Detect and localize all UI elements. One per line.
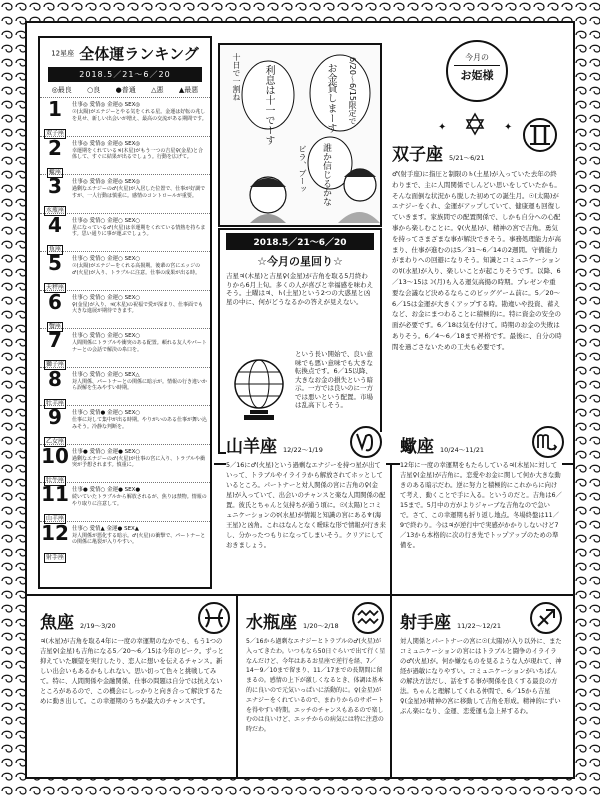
ranking-position: [40, 252, 70, 290]
ranking-body: [70, 445, 210, 483]
sign-name: 水瓶座: [246, 613, 297, 633]
ranking-legend: [44, 85, 206, 95]
ranking-subtitle: 12星座: [51, 49, 75, 58]
rank-number: 4: [48, 212, 62, 237]
rank-sign-label: 牡牛座: [45, 476, 64, 484]
ranking-body: [70, 214, 210, 252]
speech-balloon: お金貸しまーす: [325, 63, 336, 133]
star-of-david-icon: [430, 112, 520, 142]
svg-text:✦: ✦: [438, 122, 447, 133]
ranking-position: [40, 329, 70, 367]
sign-text: ♃(木星)が吉角を取る4年に一度の幸運期のなかでも、もう1つの吉星♀(金星)も吉角になる5／20〜6／15は今年のピーク。ずっと抑えていた願望を実行したり、恋人に想いを伝えるチャンス。新しい出会いもあるかもしれない。思い切って色々と挑戦してみて。特に、人間関係や金融関係、仕事の問題は自分では抗えないところがあるので、この機会にしっかりと向き合って解決するために動き出して。この幸運期のうちが最大のチャンスです。: [40, 638, 224, 705]
rank-sign-label: 乙女座: [45, 438, 64, 445]
sign-dates: 10/24〜11/21: [440, 446, 484, 454]
section-divider: [390, 463, 392, 778]
rank-fortune-marks: 仕事○ 愛情○ 金運○ SEX△: [72, 371, 140, 378]
sign-name: 魚座: [40, 613, 74, 633]
ranking-row: [40, 444, 210, 483]
ranking-body: [70, 98, 210, 136]
rank-number: 9: [48, 405, 62, 429]
rank-comment: 人間関係にトラブルや衝突のある配置。頼れる友人やパートナーとの会話で解決の糸口を。: [72, 340, 207, 353]
rank-sign-label: 牡羊座: [45, 399, 64, 407]
ranking-position: [40, 368, 70, 406]
ranking-row: [40, 251, 210, 290]
rank-sign-label: 双子座: [45, 130, 64, 137]
monthly-stars-box: [218, 228, 382, 454]
speech-balloon: 利息は十一でーす: [263, 65, 274, 145]
ranking-body: [70, 291, 210, 329]
stars-lead-text: 吉星♃(木星)と吉星♀(金星)が吉角を取る5月終わりから6月上旬。多くの人が喜びと幸福感を味わえそう。土曜は♃、♄(土星)という2つの大惑星と凶星の中に、何がどうなるかの答えが見えない。: [226, 272, 374, 306]
rank-fortune-marks: 仕事● 愛情○ 金運● SEX●: [72, 487, 141, 493]
rank-sign-label: 山羊座: [45, 515, 64, 522]
ranking-position: [40, 445, 70, 483]
sign-dates: 1/20〜2/18: [303, 622, 339, 630]
rank-sign-label: 水瓶座: [45, 207, 64, 214]
legend-item: ○良: [87, 86, 101, 94]
ranking-body: [70, 175, 210, 213]
rank-comment: ☉(太陽)がエナジーをくれる高揚期。後輩の宮にエッジの♂(火星)が入り、トラブルに注意。仕事の成果が出る時。: [72, 263, 201, 276]
ranking-list: [40, 97, 210, 559]
rank-comment: 星になっている♂(火星)は幸運期をくれている情熱を持ちます。思い通りに事が運ぶでしょう。: [72, 224, 206, 237]
badge-line2: お姫様: [454, 65, 500, 83]
rank-sign-label: 魚座: [48, 245, 61, 253]
section-divider: [26, 594, 574, 596]
ranking-position: [40, 214, 70, 252]
rank-fortune-marks: 仕事○ 愛情● 金運○ SEX○: [72, 410, 141, 416]
sagittarius-symbol-icon: [528, 600, 564, 636]
sign-text: ♂(射手座)に指圧と制限の♄(土星)が入っていた去年の終わりまで、主に人間関係でしんどい思いをしていたかも。そんな面倒な状況から脱した初めての誕生月。☉(太陽)がエナジーをくれ、金運がアップしていて、健康運も回復していきます。家族間での配置関係で、しかも自分への心配事から楽しむことに。♀(火星)が、精神の宮で吉角。勇気を持ってさまざまな事が解決できそう。事務処理能力が高まり、仕事が進むのは5／31〜6／14の2週間。守備能力がまわりへの回避になりそう。知識とコミュニケーションの☿(水星)が入り、楽しいことが起こりそうです。以降、6／13〜15は☽(月)も入る運気高揚の時期。プレゼンや重要な会議など決めるならこのビッグゲーム前に。5／20〜6／15は金運が大きくアップする時。勘違いや投資、蓄えなど、お金にまつわることに積極的に。特に資金の安全の面が必要です。6／18は気を付けて。時期のお金の失敗はありそう。6／4〜6／18まで昇格です。最後に、自分の時間を過ごさないための工夫も必要です。: [392, 170, 562, 351]
ranking-body: [70, 137, 210, 175]
ranking-body: [70, 368, 210, 406]
rank-fortune-marks: 仕事○ 愛情○ 金運○ SEX○: [72, 294, 141, 301]
comic-panel: [218, 43, 382, 227]
sign-name: 射手座: [400, 613, 451, 633]
legend-item: ●普通: [115, 86, 136, 94]
rank-fortune-marks: 仕事○ 愛情▲ 金運● SEX▲: [72, 525, 140, 532]
ranking-row: [40, 367, 210, 406]
rank-fortune-marks: 仕事● 愛情○ 金運● SEX○: [72, 448, 141, 455]
ranking-row: [40, 521, 210, 560]
ranking-header: [40, 38, 210, 64]
rank-fortune-marks: 仕事◎ 愛情◎ 金運◎ SEX◎: [72, 102, 141, 108]
ranking-body: [70, 252, 210, 290]
speech-balloon: 6/20〜6/15限定で: [348, 57, 357, 125]
sign-text: 12年に一度の幸運期をもたらしている♃(木星)に対して吉星♀(金星)が吉角に。恋愛やお金に関して何か大きな動きのある暗示だわ。逆に努力と積極的にこれからに向けて考え、動くことで手に入る。というのだと。吉角は6／15まで。5月中の方がよりジャーブな吉角なので急いで。さて、この幸運期も折り返し地点。冬場終盤は11／9で終わり。今は♃が逆行中で実感がかかりしないけど7／13から本格的に次の行き先でトップアップのための準備を。: [400, 462, 562, 549]
rank-fortune-marks: 仕事○ 愛情○ 金運○ SEX○: [72, 256, 141, 262]
rank-comment: ♀(金星)が入り、♃(木星)の祝福で愛が深まり、仕事面でも大きな進展が期待できます。: [72, 301, 203, 314]
ranking-position: [40, 291, 70, 329]
legend-item: ▲最悪: [178, 86, 199, 94]
ranking-title: 全体運ランキング: [79, 45, 199, 63]
svg-text:✦: ✦: [504, 122, 513, 133]
rank-number: 7: [48, 328, 62, 352]
ranking-position: [40, 522, 70, 560]
ranking-row: [40, 174, 210, 213]
rank-number: 6: [48, 289, 62, 314]
stars-title: ☆今月の星回り☆: [257, 255, 343, 268]
ranking-row: [40, 290, 210, 329]
rank-number: 10: [41, 443, 69, 468]
ranking-position: [40, 98, 70, 136]
ranking-panel: [38, 36, 212, 589]
princess-badge: [446, 40, 508, 102]
sign-text: 5／16から過剰なエナジーとトラブルの♂(火星)が入ってきたわ。いつもなら50日ぐらいで出て行く星なんだけど、今年はあるお星座で逆行を経、7／14〜9／10まで留まり、11／17までの長期間に留まるの。感情の上下が激しくなるとき、体調は基本的に良いので元気いっぱいに活動的に。♀(金星)がエナジーをくれているので、まわりからのサポートを得やすい時期。エッチのチャンスもあるので楽しむのは良いけど、エッチからの病気には特に注意の時だわ。: [246, 638, 386, 734]
rank-number: 2: [48, 135, 62, 160]
ranking-row: [40, 482, 210, 521]
rank-sign-label: 蟹座: [48, 322, 61, 330]
sound-effect: ビラ、ブーッ: [298, 145, 307, 193]
sign-name: 蠍座: [400, 437, 434, 457]
rank-comment: 対人関係、パートナーとの関係に暗示が。情報の行き違いから誤解を生みやすい時期。: [72, 378, 208, 391]
legend-item: △悪: [151, 86, 164, 94]
ranking-position: [40, 406, 70, 444]
speech-balloon: 十日で一割ね: [232, 53, 241, 101]
rank-number: 5: [48, 251, 62, 275]
rank-comment: 対人関係が悪化する暗示。♂(火星)の衝撃で、パートナーとの関係に亀裂が入りやすい。: [72, 532, 206, 545]
ranking-row: [40, 97, 210, 136]
rank-sign-label: 蠍座: [48, 168, 61, 176]
rank-number: 12: [41, 520, 69, 545]
capricorn-symbol-icon: [348, 424, 384, 460]
ranking-body: [70, 483, 210, 521]
rank-comment: 仕事に対して集中が出る時期。やりがいのある仕事が舞い込みそう。冷静な判断を。: [72, 417, 208, 430]
rank-sign-label: 天秤座: [45, 284, 64, 291]
stars-date: 2018.5／21〜6／20: [226, 233, 374, 250]
badge-line1: 今月の: [465, 53, 489, 62]
rank-comment: 過剰なエナジーの♂(火星)が仕事の宮に入り、トラブルや衝突が予想されます。慎重に。: [72, 455, 206, 468]
speech-balloon: 誰か信じるかな: [321, 143, 331, 206]
ranking-row: [40, 213, 210, 252]
ranking-body: [70, 522, 210, 560]
sign-dates: 2/19〜3/20: [80, 622, 116, 630]
ranking-period: 2018.5／21〜6／20: [48, 67, 202, 82]
rank-number: 3: [48, 174, 62, 198]
rank-comment: ☉(太陽)がエナジーとやる気をくれる星。金運は好転の兆しを見せ、新しい出会いが増え、最高の交流がある期間です。: [72, 109, 207, 122]
gemini-symbol-icon: [520, 115, 560, 155]
ranking-row: [40, 328, 210, 367]
ranking-body: [70, 329, 210, 367]
rank-fortune-marks: 仕事○ 愛情○ 金運○ SEX○: [72, 333, 141, 339]
rank-number: 11: [41, 482, 69, 506]
ranking-body: [70, 406, 210, 444]
pisces-symbol-icon: [196, 600, 232, 636]
stars-rest-text: という長い開始で、良い意味でも悪い意味でも大きな転換点です。6／15以降、大きなお金の損失という暗示。一方では良いのに一方では悪いという配置。市場は乱高下しそう。: [295, 350, 373, 409]
aquarius-symbol-icon: [350, 600, 386, 636]
scorpio-symbol-icon: [530, 424, 566, 460]
rank-comment: 過剰なエナジーの♂(火星)が入居した位置で、仕事が好調ですが、一人行動は慎重に。感情のコントロールが重要。: [72, 186, 206, 199]
sign-dates: 11/22〜12/21: [457, 622, 501, 630]
sign-dates: 5/21〜6/21: [449, 154, 485, 162]
rank-number: 1: [48, 97, 62, 121]
sign-text: 5／16に♂(火星)という過剰なエナジーを持つ星が出ていって、トラブルやイライラから解放されてホッとしているところ。パートナーと対人関係の宮に吉角の♀(金星)が入っていて、出会いのチャンスと楽な人間関係の配置。彼氏とちゃんと気持ちが通う頃に。☉(太陽)とコミュニケーションの☿(水星)が情報と知識の宮にある♆(海王星)と凶角。これはなんとなく曖昧な形で情報が行き来し、分かったつもりになってしまいそう。クリアにしておきましょう。: [226, 462, 386, 549]
sign-dates: 12/22〜1/19: [283, 446, 323, 454]
rank-fortune-marks: 仕事◎ 愛情◎ 金運◎ SEX◎: [72, 140, 141, 147]
rank-fortune-marks: 仕事◎ 愛情○ 金運○ SEX○: [72, 217, 141, 224]
rank-sign-label: 射手座: [45, 553, 64, 561]
ranking-position: [40, 175, 70, 213]
ranking-row: [40, 405, 210, 444]
rank-fortune-marks: 仕事◎ 愛情◎ 金運◎ SEX◎: [72, 179, 141, 185]
rank-number: 8: [48, 366, 62, 391]
ranking-position: [40, 483, 70, 521]
legend-item: ◎最良: [51, 86, 72, 94]
sign-name: 山羊座: [226, 437, 277, 457]
globe-icon: [228, 352, 290, 424]
rank-comment: 幸運期をくれている♃(木星)がもう一つの吉星♀(金星)と合体して、すぐに結果が出るでしょう。行動を広げて。: [72, 147, 203, 160]
rank-sign-label: 獅子座: [45, 361, 64, 368]
sign-name: 双子座: [392, 145, 443, 165]
sign-gemini: [392, 140, 562, 353]
ranking-row: [40, 136, 210, 175]
section-divider: [236, 594, 238, 778]
rank-comment: 続いていたトラブルから解放されるが、焦りは禁物。情報のやり取りに注意して。: [72, 494, 207, 507]
ranking-position: [40, 137, 70, 175]
sign-text: 対人関係とパートナーの宮に☉(太陽)が入り以外に、またコミュニケーションの宮にはトラブルと闘争のイライラの♂(火星)が。何か嫌なものを見るような人が現れて、神経が過敏になりやすい。コミュニケーションがいちばんの解決方法だし、話をする事が関係を良くする最良の方法。ちゃんと理解してくれる仲間で、6／15から吉星♀(金星)が精神の宮に移動して吉角を形成。精神的にずいぶん楽になり、金運、恋愛運も急上昇するわ。: [400, 638, 562, 715]
